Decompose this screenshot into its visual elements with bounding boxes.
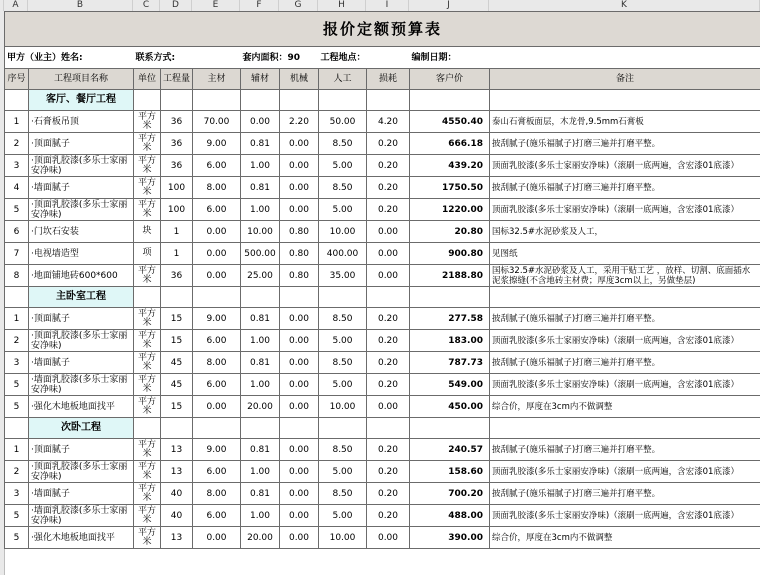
row-index-cell[interactable]: 2 bbox=[5, 330, 29, 352]
row-index-cell[interactable]: 1 bbox=[5, 111, 29, 133]
loss-cell[interactable]: 0.20 bbox=[367, 133, 410, 155]
quantity-cell[interactable]: 36 bbox=[161, 133, 193, 155]
empty-cell[interactable] bbox=[367, 287, 410, 308]
item-name-cell[interactable]: ·顶面乳胶漆(多乐士家丽安净味) bbox=[29, 330, 134, 352]
remark-cell[interactable]: 国标32.5#水泥砂浆及人工， bbox=[490, 221, 760, 243]
machinery-cell[interactable]: 0.00 bbox=[280, 308, 319, 330]
table-row bbox=[5, 111, 760, 133]
header-cell[interactable]: 主材 bbox=[193, 69, 241, 90]
loss-cell[interactable]: 0.20 bbox=[367, 352, 410, 374]
aux-material-cell[interactable]: 0.81 bbox=[241, 352, 280, 374]
quote-table bbox=[4, 11, 760, 549]
empty-cell[interactable] bbox=[241, 287, 280, 308]
table-header-row bbox=[5, 69, 760, 90]
table-row bbox=[5, 243, 760, 265]
item-name-cell[interactable]: ·地面铺地砖600*600 bbox=[29, 265, 134, 287]
loss-cell[interactable]: 0.00 bbox=[367, 527, 410, 549]
main-material-cell[interactable]: 70.00 bbox=[193, 111, 241, 133]
aux-material-cell[interactable]: 1.00 bbox=[241, 461, 280, 483]
table-row bbox=[5, 396, 760, 418]
row-index-cell[interactable]: 1 bbox=[5, 439, 29, 461]
remark-cell[interactable]: 顶面乳胶漆(多乐士家丽安净味)（滚刷一底两遍，含宏漆01底漆） bbox=[490, 505, 760, 527]
labor-cell[interactable]: 10.00 bbox=[319, 396, 367, 418]
remark-cell[interactable]: 见图纸 bbox=[490, 243, 760, 265]
remark-cell[interactable]: 顶面乳胶漆(多乐士家丽安净味)（滚刷一底两遍，含宏漆01底漆） bbox=[490, 155, 760, 177]
loss-cell[interactable]: 0.20 bbox=[367, 439, 410, 461]
machinery-cell[interactable]: 0.00 bbox=[280, 527, 319, 549]
item-name-cell[interactable]: ·墙面乳胶漆(多乐士家丽安净味) bbox=[29, 374, 134, 396]
empty-cell[interactable] bbox=[319, 418, 367, 439]
machinery-cell[interactable]: 0.00 bbox=[280, 439, 319, 461]
section-title[interactable]: 次卧工程 bbox=[29, 418, 134, 439]
column-header[interactable]: K bbox=[489, 0, 760, 11]
empty-cell[interactable] bbox=[367, 90, 410, 111]
machinery-cell[interactable]: 0.00 bbox=[280, 396, 319, 418]
item-name-cell[interactable]: ·顶面乳胶漆(多乐士家丽安净味) bbox=[29, 155, 134, 177]
customer-price-cell[interactable]: 2188.80 bbox=[410, 265, 490, 287]
labor-cell[interactable]: 8.50 bbox=[319, 177, 367, 199]
customer-price-cell[interactable]: 1220.00 bbox=[410, 199, 490, 221]
column-header[interactable]: F bbox=[240, 0, 279, 11]
quantity-cell[interactable]: 15 bbox=[161, 330, 193, 352]
customer-price-cell[interactable]: 277.58 bbox=[410, 308, 490, 330]
unit-cell[interactable]: 平方米 bbox=[134, 133, 161, 155]
quantity-cell[interactable]: 40 bbox=[161, 505, 193, 527]
main-material-cell[interactable]: 0.00 bbox=[193, 396, 241, 418]
column-header[interactable]: D bbox=[160, 0, 192, 11]
machinery-cell[interactable]: 0.00 bbox=[280, 155, 319, 177]
customer-price-cell[interactable]: 700.20 bbox=[410, 483, 490, 505]
labor-cell[interactable]: 8.50 bbox=[319, 133, 367, 155]
header-cell[interactable]: 损耗 bbox=[367, 69, 410, 90]
section-title[interactable]: 客厅、餐厅工程 bbox=[29, 90, 134, 111]
table-row bbox=[5, 133, 760, 155]
main-material-cell[interactable]: 8.00 bbox=[193, 483, 241, 505]
row-index-cell[interactable]: 7 bbox=[5, 243, 29, 265]
header-cell[interactable]: 人工 bbox=[319, 69, 367, 90]
section-title[interactable]: 主卧室工程 bbox=[29, 287, 134, 308]
machinery-cell[interactable]: 0.00 bbox=[280, 330, 319, 352]
quantity-cell[interactable]: 1 bbox=[161, 221, 193, 243]
labor-cell[interactable]: 5.00 bbox=[319, 199, 367, 221]
column-header[interactable]: G bbox=[279, 0, 318, 11]
location-label[interactable]: 工程地点： bbox=[319, 47, 410, 69]
quantity-cell[interactable]: 15 bbox=[161, 308, 193, 330]
table-row bbox=[5, 374, 760, 396]
machinery-cell[interactable]: 0.80 bbox=[280, 243, 319, 265]
quantity-cell[interactable]: 36 bbox=[161, 111, 193, 133]
main-material-cell[interactable]: 6.00 bbox=[193, 199, 241, 221]
empty-cell[interactable] bbox=[410, 287, 490, 308]
row-index-cell[interactable]: 8 bbox=[5, 265, 29, 287]
main-material-cell[interactable]: 9.00 bbox=[193, 133, 241, 155]
main-material-cell[interactable]: 0.00 bbox=[193, 243, 241, 265]
column-header[interactable]: H bbox=[318, 0, 366, 11]
table-row bbox=[5, 483, 760, 505]
empty-cell[interactable] bbox=[134, 418, 161, 439]
header-cell[interactable]: 工程项目名称 bbox=[29, 69, 134, 90]
remark-cell[interactable]: 顶面乳胶漆(多乐士家丽安净味)（滚刷一底两遍，含宏漆01底漆） bbox=[490, 330, 760, 352]
row-index-cell[interactable]: 3 bbox=[5, 155, 29, 177]
row-index-cell[interactable]: 6 bbox=[5, 221, 29, 243]
aux-material-cell[interactable]: 20.00 bbox=[241, 527, 280, 549]
main-material-cell[interactable]: 0.00 bbox=[193, 265, 241, 287]
quantity-cell[interactable]: 1 bbox=[161, 243, 193, 265]
unit-cell[interactable]: 平方米 bbox=[134, 461, 161, 483]
machinery-cell[interactable]: 0.00 bbox=[280, 461, 319, 483]
remark-cell[interactable]: 泰山石膏板面层，木龙骨,9.5mm石膏板 bbox=[490, 111, 760, 133]
labor-cell[interactable]: 8.50 bbox=[319, 483, 367, 505]
machinery-cell[interactable]: 0.00 bbox=[280, 199, 319, 221]
remark-cell[interactable]: 顶面乳胶漆(多乐士家丽安净味)（滚刷一底两遍，含宏漆01底漆） bbox=[490, 374, 760, 396]
item-name-cell[interactable]: ·强化木地板地面找平 bbox=[29, 527, 134, 549]
unit-cell[interactable]: 平方米 bbox=[134, 330, 161, 352]
empty-cell[interactable] bbox=[241, 418, 280, 439]
section-index-cell[interactable] bbox=[5, 90, 29, 111]
section-row bbox=[5, 418, 760, 439]
main-material-cell[interactable]: 6.00 bbox=[193, 374, 241, 396]
column-header[interactable]: B bbox=[28, 0, 133, 11]
quantity-cell[interactable]: 36 bbox=[161, 265, 193, 287]
header-cell[interactable]: 工程量 bbox=[161, 69, 193, 90]
item-name-cell[interactable]: ·顶面乳胶漆(多乐士家丽安净味) bbox=[29, 461, 134, 483]
unit-cell[interactable]: 平方米 bbox=[134, 439, 161, 461]
unit-cell[interactable]: 平方米 bbox=[134, 527, 161, 549]
header-cell[interactable]: 备注 bbox=[490, 69, 760, 90]
section-row bbox=[5, 90, 760, 111]
empty-cell[interactable] bbox=[161, 90, 193, 111]
row-index-cell[interactable]: 3 bbox=[5, 352, 29, 374]
empty-cell[interactable] bbox=[193, 287, 241, 308]
aux-material-cell[interactable]: 1.00 bbox=[241, 199, 280, 221]
table-row bbox=[5, 439, 760, 461]
table-row bbox=[5, 199, 760, 221]
item-name-cell[interactable]: ·墙面腻子 bbox=[29, 483, 134, 505]
customer-price-cell[interactable]: 1750.50 bbox=[410, 177, 490, 199]
table-row bbox=[5, 505, 760, 527]
unit-cell[interactable]: 平方米 bbox=[134, 483, 161, 505]
row-index-cell[interactable]: 5 bbox=[5, 396, 29, 418]
empty-cell[interactable] bbox=[490, 418, 760, 439]
empty-cell[interactable] bbox=[161, 418, 193, 439]
aux-material-cell[interactable]: 1.00 bbox=[241, 505, 280, 527]
unit-cell[interactable]: 块 bbox=[134, 221, 161, 243]
aux-material-cell[interactable]: 0.81 bbox=[241, 133, 280, 155]
column-header[interactable]: A bbox=[4, 0, 28, 11]
loss-cell[interactable]: 0.20 bbox=[367, 483, 410, 505]
machinery-cell[interactable]: 2.20 bbox=[280, 111, 319, 133]
unit-cell[interactable]: 项 bbox=[134, 243, 161, 265]
loss-cell[interactable]: 0.20 bbox=[367, 199, 410, 221]
machinery-cell[interactable]: 0.00 bbox=[280, 133, 319, 155]
customer-price-cell[interactable]: 488.00 bbox=[410, 505, 490, 527]
loss-cell[interactable]: 0.20 bbox=[367, 330, 410, 352]
loss-cell[interactable]: 0.00 bbox=[367, 243, 410, 265]
main-material-cell[interactable]: 6.00 bbox=[193, 505, 241, 527]
labor-cell[interactable]: 10.00 bbox=[319, 527, 367, 549]
unit-cell[interactable]: 平方米 bbox=[134, 155, 161, 177]
quantity-cell[interactable]: 40 bbox=[161, 483, 193, 505]
aux-material-cell[interactable]: 0.81 bbox=[241, 439, 280, 461]
empty-cell[interactable] bbox=[490, 287, 760, 308]
row-index-cell[interactable]: 1 bbox=[5, 308, 29, 330]
customer-price-cell[interactable]: 450.00 bbox=[410, 396, 490, 418]
labor-cell[interactable]: 5.00 bbox=[319, 505, 367, 527]
aux-material-cell[interactable]: 25.00 bbox=[241, 265, 280, 287]
machinery-cell[interactable]: 0.00 bbox=[280, 374, 319, 396]
labor-cell[interactable]: 400.00 bbox=[319, 243, 367, 265]
quantity-cell[interactable]: 13 bbox=[161, 439, 193, 461]
quantity-cell[interactable]: 100 bbox=[161, 199, 193, 221]
column-header[interactable]: C bbox=[133, 0, 160, 11]
loss-cell[interactable]: 0.20 bbox=[367, 308, 410, 330]
main-material-cell[interactable]: 8.00 bbox=[193, 177, 241, 199]
customer-price-cell[interactable]: 666.18 bbox=[410, 133, 490, 155]
main-material-cell[interactable]: 9.00 bbox=[193, 308, 241, 330]
main-material-cell[interactable]: 6.00 bbox=[193, 330, 241, 352]
labor-cell[interactable]: 5.00 bbox=[319, 330, 367, 352]
row-index-cell[interactable]: 5 bbox=[5, 374, 29, 396]
area-label[interactable]: 套内面积：90 bbox=[241, 47, 319, 69]
machinery-cell[interactable]: 0.00 bbox=[280, 352, 319, 374]
empty-cell[interactable] bbox=[490, 90, 760, 111]
quantity-cell[interactable]: 13 bbox=[161, 527, 193, 549]
labor-cell[interactable]: 8.50 bbox=[319, 352, 367, 374]
remark-cell[interactable]: 综合价，厚度在3cm内不做调整 bbox=[490, 527, 760, 549]
table-row bbox=[5, 177, 760, 199]
loss-cell[interactable]: 0.00 bbox=[367, 396, 410, 418]
machinery-cell[interactable]: 0.80 bbox=[280, 221, 319, 243]
empty-cell[interactable] bbox=[319, 287, 367, 308]
empty-cell[interactable] bbox=[193, 418, 241, 439]
aux-material-cell[interactable]: 500.00 bbox=[241, 243, 280, 265]
empty-cell[interactable] bbox=[367, 418, 410, 439]
date-label[interactable]: 编制日期： bbox=[410, 47, 760, 69]
table-row bbox=[5, 265, 760, 287]
item-name-cell[interactable]: ·墙面腻子 bbox=[29, 177, 134, 199]
unit-cell[interactable]: 平方米 bbox=[134, 396, 161, 418]
item-name-cell[interactable]: ·电视墙造型 bbox=[29, 243, 134, 265]
loss-cell[interactable]: 4.20 bbox=[367, 111, 410, 133]
loss-cell[interactable]: 0.20 bbox=[367, 505, 410, 527]
empty-cell[interactable] bbox=[134, 287, 161, 308]
remark-cell[interactable]: 披刮腻子(施乐福腻子)打磨三遍并打磨平整。 bbox=[490, 439, 760, 461]
customer-price-cell[interactable]: 158.60 bbox=[410, 461, 490, 483]
row-index-cell[interactable]: 3 bbox=[5, 483, 29, 505]
remark-cell[interactable]: 顶面乳胶漆(多乐士家丽安净味)（滚刷一底两遍，含宏漆01底漆） bbox=[490, 461, 760, 483]
quantity-cell[interactable]: 45 bbox=[161, 352, 193, 374]
column-header[interactable]: J bbox=[409, 0, 489, 11]
sheet-title[interactable]: 报价定额预算表 bbox=[5, 12, 760, 47]
aux-material-cell[interactable]: 0.81 bbox=[241, 308, 280, 330]
unit-cell[interactable]: 平方米 bbox=[134, 177, 161, 199]
header-cell[interactable]: 序号 bbox=[5, 69, 29, 90]
section-index-cell[interactable] bbox=[5, 418, 29, 439]
header-cell[interactable]: 辅材 bbox=[241, 69, 280, 90]
customer-price-cell[interactable]: 183.00 bbox=[410, 330, 490, 352]
empty-cell[interactable] bbox=[134, 90, 161, 111]
loss-cell[interactable]: 0.00 bbox=[367, 265, 410, 287]
unit-cell[interactable]: 平方米 bbox=[134, 308, 161, 330]
labor-cell[interactable]: 5.00 bbox=[319, 374, 367, 396]
customer-price-cell[interactable]: 20.80 bbox=[410, 221, 490, 243]
header-cell[interactable]: 客户价 bbox=[410, 69, 490, 90]
aux-material-cell[interactable]: 1.00 bbox=[241, 155, 280, 177]
row-index-cell[interactable]: 4 bbox=[5, 177, 29, 199]
labor-cell[interactable]: 5.00 bbox=[319, 155, 367, 177]
item-name-cell[interactable]: ·顶面乳胶漆(多乐士家丽安净味) bbox=[29, 199, 134, 221]
aux-material-cell[interactable]: 0.81 bbox=[241, 483, 280, 505]
customer-price-cell[interactable]: 787.73 bbox=[410, 352, 490, 374]
contact-label[interactable]: 联系方式: bbox=[134, 47, 241, 69]
unit-cell[interactable]: 平方米 bbox=[134, 505, 161, 527]
row-index-cell[interactable]: 2 bbox=[5, 461, 29, 483]
customer-price-cell[interactable]: 4550.40 bbox=[410, 111, 490, 133]
main-material-cell[interactable]: 0.00 bbox=[193, 221, 241, 243]
main-material-cell[interactable]: 9.00 bbox=[193, 439, 241, 461]
row-index-cell[interactable]: 5 bbox=[5, 527, 29, 549]
empty-cell[interactable] bbox=[410, 418, 490, 439]
customer-price-cell[interactable]: 390.00 bbox=[410, 527, 490, 549]
item-name-cell[interactable]: ·顶面腻子 bbox=[29, 439, 134, 461]
section-index-cell[interactable] bbox=[5, 287, 29, 308]
main-material-cell[interactable]: 6.00 bbox=[193, 461, 241, 483]
item-name-cell[interactable]: ·强化木地板地面找平 bbox=[29, 396, 134, 418]
labor-cell[interactable]: 35.00 bbox=[319, 265, 367, 287]
column-header[interactable]: I bbox=[366, 0, 409, 11]
machinery-cell[interactable]: 0.00 bbox=[280, 505, 319, 527]
column-header[interactable]: E bbox=[192, 0, 240, 11]
row-index-cell[interactable]: 5 bbox=[5, 199, 29, 221]
labor-cell[interactable]: 5.00 bbox=[319, 461, 367, 483]
customer-price-cell[interactable]: 549.00 bbox=[410, 374, 490, 396]
item-name-cell[interactable]: ·墙面腻子 bbox=[29, 352, 134, 374]
empty-cell[interactable] bbox=[280, 287, 319, 308]
main-material-cell[interactable]: 8.00 bbox=[193, 352, 241, 374]
remark-cell[interactable]: 顶面乳胶漆(多乐士家丽安净味)（滚刷一底两遍，含宏漆01底漆） bbox=[490, 199, 760, 221]
quantity-cell[interactable]: 36 bbox=[161, 155, 193, 177]
aux-material-cell[interactable]: 20.00 bbox=[241, 396, 280, 418]
table-row bbox=[5, 461, 760, 483]
empty-cell[interactable] bbox=[319, 90, 367, 111]
customer-price-cell[interactable]: 240.57 bbox=[410, 439, 490, 461]
machinery-cell[interactable]: 0.00 bbox=[280, 483, 319, 505]
remark-cell[interactable]: 披刮腻子(施乐福腻子)打磨三遍并打磨平整。 bbox=[490, 133, 760, 155]
header-cell[interactable]: 机械 bbox=[280, 69, 319, 90]
owner-name-label[interactable]: 甲方（业主）姓名: bbox=[5, 47, 134, 69]
empty-cell[interactable] bbox=[161, 287, 193, 308]
item-name-cell[interactable]: ·门坎石安装 bbox=[29, 221, 134, 243]
aux-material-cell[interactable]: 0.00 bbox=[241, 111, 280, 133]
table-row bbox=[5, 352, 760, 374]
remark-cell[interactable]: 披刮腻子(施乐福腻子)打磨三遍并打磨平整。 bbox=[490, 483, 760, 505]
main-material-cell[interactable]: 0.00 bbox=[193, 527, 241, 549]
quantity-cell[interactable]: 100 bbox=[161, 177, 193, 199]
customer-price-cell[interactable]: 900.80 bbox=[410, 243, 490, 265]
spreadsheet-grid bbox=[4, 11, 760, 575]
aux-material-cell[interactable]: 0.81 bbox=[241, 177, 280, 199]
row-index-cell[interactable]: 5 bbox=[5, 505, 29, 527]
remark-cell[interactable]: 披刮腻子(施乐福腻子)打磨三遍并打磨平整。 bbox=[490, 308, 760, 330]
loss-cell[interactable]: 0.00 bbox=[367, 221, 410, 243]
aux-material-cell[interactable]: 10.00 bbox=[241, 221, 280, 243]
quantity-cell[interactable]: 45 bbox=[161, 374, 193, 396]
table-row bbox=[5, 527, 760, 549]
quantity-cell[interactable]: 15 bbox=[161, 396, 193, 418]
empty-cell[interactable] bbox=[280, 90, 319, 111]
empty-cell[interactable] bbox=[280, 418, 319, 439]
table-row bbox=[5, 155, 760, 177]
remark-cell[interactable]: 披刮腻子(施乐福腻子)打磨三遍并打磨平整。 bbox=[490, 177, 760, 199]
machinery-cell[interactable]: 0.00 bbox=[280, 177, 319, 199]
table-row bbox=[5, 221, 760, 243]
section-row bbox=[5, 287, 760, 308]
labor-cell[interactable]: 10.00 bbox=[319, 221, 367, 243]
aux-material-cell[interactable]: 1.00 bbox=[241, 330, 280, 352]
empty-cell[interactable] bbox=[410, 90, 490, 111]
remark-cell[interactable]: 国标32.5#水泥砂浆及人工，采用干贴工艺 ，放样、切割、底面插水泥浆擦缝(不含地砖主材费；厚度3cm以上，另做垫层) bbox=[490, 265, 760, 287]
aux-material-cell[interactable]: 1.00 bbox=[241, 374, 280, 396]
quantity-cell[interactable]: 13 bbox=[161, 461, 193, 483]
remark-cell[interactable]: 综合价，厚度在3cm内不做调整 bbox=[490, 396, 760, 418]
unit-cell[interactable]: 平方米 bbox=[134, 374, 161, 396]
labor-cell[interactable]: 8.50 bbox=[319, 308, 367, 330]
unit-cell[interactable]: 平方米 bbox=[134, 265, 161, 287]
table-row bbox=[5, 330, 760, 352]
remark-cell[interactable]: 披刮腻子(施乐福腻子)打磨三遍并打磨平整。 bbox=[490, 352, 760, 374]
item-name-cell[interactable]: ·墙面乳胶漆(多乐士家丽安净味) bbox=[29, 505, 134, 527]
unit-cell[interactable]: 平方米 bbox=[134, 111, 161, 133]
main-material-cell[interactable]: 6.00 bbox=[193, 155, 241, 177]
empty-cell[interactable] bbox=[241, 90, 280, 111]
unit-cell[interactable]: 平方米 bbox=[134, 199, 161, 221]
unit-cell[interactable]: 平方米 bbox=[134, 352, 161, 374]
labor-cell[interactable]: 50.00 bbox=[319, 111, 367, 133]
row-index-cell[interactable]: 2 bbox=[5, 133, 29, 155]
loss-cell[interactable]: 0.20 bbox=[367, 374, 410, 396]
empty-cell[interactable] bbox=[193, 90, 241, 111]
labor-cell[interactable]: 8.50 bbox=[319, 439, 367, 461]
item-name-cell[interactable]: ·顶面腻子 bbox=[29, 133, 134, 155]
item-name-cell[interactable]: ·石膏板吊顶 bbox=[29, 111, 134, 133]
header-cell[interactable]: 单位 bbox=[134, 69, 161, 90]
customer-price-cell[interactable]: 439.20 bbox=[410, 155, 490, 177]
loss-cell[interactable]: 0.20 bbox=[367, 461, 410, 483]
loss-cell[interactable]: 0.20 bbox=[367, 177, 410, 199]
machinery-cell[interactable]: 0.80 bbox=[280, 265, 319, 287]
loss-cell[interactable]: 0.20 bbox=[367, 155, 410, 177]
table-row bbox=[5, 308, 760, 330]
item-name-cell[interactable]: ·顶面腻子 bbox=[29, 308, 134, 330]
